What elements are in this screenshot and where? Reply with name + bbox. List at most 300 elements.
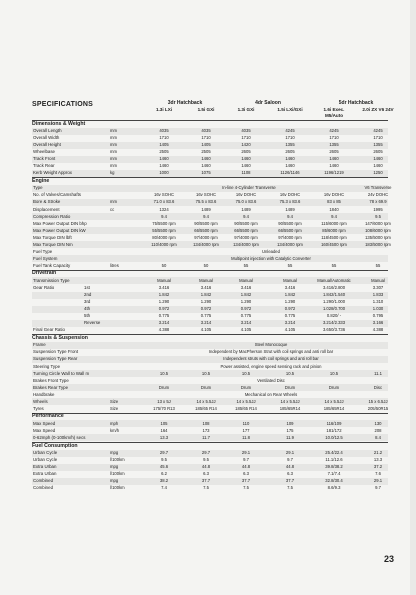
cell-value: 97/4000 rpm xyxy=(234,234,258,240)
row-label: Track Rear xyxy=(33,163,55,169)
spec-row xyxy=(32,457,388,464)
cell-value: 105 xyxy=(160,420,168,426)
cell-value: 11.1/12.6 xyxy=(325,457,343,463)
spec-row xyxy=(32,149,388,156)
cell-value: 2605 xyxy=(285,149,295,155)
spec-row xyxy=(32,384,388,391)
row-label: Overall Width xyxy=(33,135,60,141)
spec-row xyxy=(32,234,391,241)
cell-value: Disc xyxy=(373,384,383,390)
cell-value: 97/4000 rpm xyxy=(278,234,302,240)
cell-value: 1.290 xyxy=(240,299,252,305)
cell-value: 2605 xyxy=(373,149,383,155)
row-unit: mm xyxy=(110,156,117,162)
row-label: Combined xyxy=(33,478,54,484)
cell-value: 0.972 xyxy=(200,306,212,312)
spec-row xyxy=(32,327,388,334)
row-label: Wheels xyxy=(33,398,48,404)
row-label: Max Power Output DIN kW xyxy=(33,227,86,233)
row-label: Urban Cycle xyxy=(33,450,58,455)
spec-row xyxy=(32,185,392,192)
spec-row xyxy=(32,356,388,363)
row-label: Compression Ratio xyxy=(33,213,71,219)
cell-value: 4.105 xyxy=(284,327,296,333)
row-label: Fuel System xyxy=(33,255,58,261)
row-label: Handbrake xyxy=(33,391,55,397)
cell-value: 1710 xyxy=(373,135,383,141)
cell-value: 134/4000 rpm xyxy=(233,241,259,247)
row-label: Frame xyxy=(33,342,46,348)
cell-value: 1405 xyxy=(159,142,169,148)
cell-value: Manual/Automatic xyxy=(317,277,351,283)
cell-value: 1.842/1.540 xyxy=(322,292,346,298)
section-heading: Engine xyxy=(32,177,50,184)
cell-value: 1460 xyxy=(201,163,211,169)
spec-row xyxy=(32,163,388,170)
cell-value: 1710 xyxy=(329,135,339,141)
cell-value: 134/4000 rpm xyxy=(193,241,219,247)
spec-row xyxy=(32,192,388,199)
cell-value: 10.5 xyxy=(201,370,211,376)
cell-value: 1355 xyxy=(285,142,295,148)
spec-row xyxy=(32,292,388,299)
model-header: 1.3i LXi xyxy=(155,107,173,112)
cell-value: 1.290 xyxy=(200,299,212,305)
cell-value: 1460 xyxy=(285,156,295,162)
cell-value: 9.5 xyxy=(203,457,209,463)
cell-value: 1000 xyxy=(159,170,169,176)
spec-row xyxy=(32,306,388,313)
merged-cell: Ventilated Disc xyxy=(257,377,285,383)
cell-value: 39.8/38.2 xyxy=(325,464,343,470)
cell-value: 3.307 xyxy=(372,285,384,290)
cell-value: 160/4500 rpm xyxy=(321,241,347,247)
cell-value: 97/4000 rpm xyxy=(194,234,218,240)
cell-value: 10.5 xyxy=(241,370,251,376)
row-sublabel: Reverse xyxy=(84,320,101,326)
cell-value: 9.4 xyxy=(161,213,167,219)
cell-value: 37.7 xyxy=(241,478,251,484)
cell-value: 11.8 xyxy=(242,434,250,440)
row-label: Overall Height xyxy=(33,142,61,148)
spec-row xyxy=(32,320,388,327)
cell-value: 0.972 xyxy=(158,306,170,312)
cell-value: 25.4/22.4 xyxy=(325,450,343,455)
cell-value: 108 xyxy=(202,420,210,426)
spec-row xyxy=(32,363,388,370)
cell-value: 14 x 5.5JJ xyxy=(280,398,300,404)
cell-value: 4245 xyxy=(329,128,339,133)
section-rule xyxy=(32,120,388,121)
cell-value: 9.7 xyxy=(375,485,381,491)
cell-value: 2505 xyxy=(159,149,169,155)
cell-value: 1.290 xyxy=(158,299,170,305)
spec-row xyxy=(32,241,391,248)
cell-value: 16v DOHC xyxy=(279,192,301,198)
cell-value: 109 xyxy=(286,420,294,426)
cell-value: 3.214 xyxy=(284,320,296,326)
cell-value: 110 xyxy=(242,420,250,426)
row-label: Bore & Stroke xyxy=(33,199,61,205)
cell-value: 1405 xyxy=(201,142,211,148)
cell-value: 185/65 R14 xyxy=(195,405,217,411)
cell-value: 16v DOHC xyxy=(235,192,257,198)
cell-value: 1126/1146 xyxy=(280,170,300,176)
cell-value: 1196/1219 xyxy=(324,170,344,176)
cell-value: 1.310 xyxy=(372,299,384,305)
cell-value: 4.388 xyxy=(158,327,170,333)
cell-value: 1460 xyxy=(241,163,251,169)
row-label: Extra Urban xyxy=(33,471,57,477)
spec-row xyxy=(32,277,388,284)
cell-value: 175 xyxy=(286,427,294,433)
cell-value: 6.3 xyxy=(243,471,249,477)
cell-value: 1460 xyxy=(159,163,169,169)
cell-value: 9.7 xyxy=(243,457,249,463)
cell-value: 9.4 xyxy=(287,213,293,219)
cell-value: 66/5500 rpm xyxy=(278,227,302,233)
cell-value: 1460 xyxy=(201,156,211,162)
cell-value: 11.1 xyxy=(374,370,382,376)
cell-value: 1710 xyxy=(241,135,251,141)
row-sublabel: 4th xyxy=(84,306,91,312)
cell-value: 177 xyxy=(242,427,250,433)
cell-value: 37.7 xyxy=(201,478,211,484)
row-unit: km/h xyxy=(110,427,120,433)
cell-value: 16v DOHC xyxy=(323,192,345,198)
row-label: Fuel Tank Capacity xyxy=(33,262,71,268)
cell-value: Manual xyxy=(239,277,253,283)
spec-row xyxy=(32,313,388,320)
spec-row xyxy=(32,206,388,213)
cell-value: 185/65R14 xyxy=(279,405,301,411)
cell-value: 1355 xyxy=(329,142,339,148)
cell-value: 115/6000 rpm xyxy=(321,220,347,226)
cell-value: 7.4 xyxy=(161,485,167,491)
row-sublabel: 3rd xyxy=(84,299,91,305)
spec-row xyxy=(32,199,388,206)
cell-value: 32.8/30.4 xyxy=(325,478,343,484)
cell-value: V6 Transverse xyxy=(364,185,392,191)
cell-value: 7.5 xyxy=(287,485,293,491)
row-label: Max Speed xyxy=(33,420,56,426)
row-unit: cc xyxy=(110,206,115,212)
cell-value: 205/50R15 xyxy=(367,405,389,411)
row-label: Gear Ratio xyxy=(33,285,55,290)
cell-value: 118/4500 rpm xyxy=(321,234,347,240)
model-header: 1.3i GXi xyxy=(237,107,255,112)
page-number: 23 xyxy=(383,554,394,564)
cell-value: Drum xyxy=(240,384,252,390)
cell-value: Drum xyxy=(284,384,296,390)
cell-value: 24v DOHC xyxy=(367,192,389,198)
merged-cell: Independent by MacPherson Strut with coil springs and anti roll bar xyxy=(208,349,334,355)
spec-row xyxy=(32,471,388,478)
row-unit: Size xyxy=(110,398,119,404)
cell-value: 1460 xyxy=(373,163,383,169)
cell-value: 134/4000 rpm xyxy=(277,241,303,247)
section-heading: Dimensions & Weight xyxy=(32,120,86,127)
cell-value: 71.0 x 83.6 xyxy=(153,199,175,205)
cell-value: 0.972 xyxy=(240,306,252,312)
cell-value: 14 x 5.5JJ xyxy=(196,398,216,404)
merged-cell: Multipoint injection with Catalytic Converter xyxy=(231,255,311,261)
cell-value: 29.7 xyxy=(159,450,169,455)
row-unit: Size xyxy=(110,405,119,411)
cell-value: 44.8 xyxy=(285,464,295,470)
cell-value: 11.7 xyxy=(202,434,210,440)
cell-value: Manual xyxy=(199,277,213,283)
cell-value: 4.105 xyxy=(240,327,252,333)
cell-value: 147/6000 rpm xyxy=(365,220,391,226)
cell-value: 10.0/12.5 xyxy=(325,434,343,440)
cell-value: 38.2 xyxy=(159,478,169,484)
cell-value: 37.7 xyxy=(285,478,295,484)
cell-value: 1420 xyxy=(241,142,251,148)
spec-row xyxy=(32,248,388,255)
cell-value: 4245 xyxy=(373,128,383,133)
cell-value: 55 xyxy=(331,262,337,268)
cell-value: 7.1/7.4 xyxy=(327,471,341,477)
cell-value: 0.775 xyxy=(240,313,252,319)
row-label: Type xyxy=(33,185,43,191)
spec-row xyxy=(32,405,388,412)
section-heading: Fuel Consumption xyxy=(32,442,78,449)
cell-value: 29.1 xyxy=(373,478,383,484)
cell-value: 1355 xyxy=(373,142,383,148)
cell-value: 0.972 xyxy=(284,306,296,312)
cell-value: 135/5000 rpm xyxy=(365,234,391,240)
cell-value: 13 x 5J xyxy=(157,398,171,404)
cell-value: 29.1 xyxy=(285,450,295,455)
cell-value: 4035 xyxy=(201,128,211,133)
row-label: Max Torque DIN Nm xyxy=(33,241,73,247)
cell-value: 2505 xyxy=(201,149,211,155)
cell-value: 0.820/ - xyxy=(326,313,342,319)
spec-row xyxy=(32,398,388,405)
cell-value: 14 x 5.5JJ xyxy=(324,398,344,404)
cell-value: 78 x 69.9 xyxy=(369,199,387,205)
row-label: Combined xyxy=(33,485,54,491)
cell-value: 10.5 xyxy=(159,370,169,376)
row-label: Final Gear Ratio xyxy=(33,327,65,333)
spec-row xyxy=(32,213,388,220)
cell-value: 10.5 xyxy=(285,370,295,376)
cell-value: 7.5 xyxy=(203,485,209,491)
row-label: 0-62mph (0-100km/h) secs xyxy=(33,434,86,440)
cell-value: 16v SOHC xyxy=(195,192,216,198)
row-unit: mm xyxy=(110,199,117,205)
cell-value: Drum xyxy=(158,384,170,390)
cell-value: 4035 xyxy=(241,128,251,133)
row-label: Track Front xyxy=(33,156,56,162)
row-unit: mpg xyxy=(110,478,119,484)
cell-value: 44.8 xyxy=(241,464,251,470)
spec-row xyxy=(32,464,388,471)
section-rule xyxy=(32,442,388,443)
cell-value: 80/4000 rpm xyxy=(152,234,176,240)
cell-value: 3.650/3.736 xyxy=(322,327,346,333)
cell-value: 14 x 5.5JJ xyxy=(236,398,256,404)
row-label: Extra Urban xyxy=(33,464,57,470)
cell-value: 0.775 xyxy=(158,313,170,319)
spec-row xyxy=(32,485,388,492)
cell-value: 0.775 xyxy=(200,313,212,319)
cell-value: 50 xyxy=(203,262,209,268)
cell-value: 44.8 xyxy=(201,464,211,470)
cell-value: 10.5 xyxy=(329,370,339,376)
row-sublabel: 1st xyxy=(84,285,90,290)
cell-value: 1710 xyxy=(201,135,211,141)
section-rule xyxy=(32,270,388,271)
cell-value: 85/6000 rpm xyxy=(322,227,346,233)
spec-row xyxy=(32,370,388,377)
row-label: No. of Valves/Camshafts xyxy=(33,192,81,198)
spec-row xyxy=(32,227,391,234)
cell-value: 90/5500 rpm xyxy=(194,220,218,226)
spec-row xyxy=(32,220,391,227)
cell-value: 6.3 xyxy=(203,471,209,477)
cell-value: 3.416 xyxy=(200,285,212,290)
group-header: 5dr Hatchback xyxy=(338,100,374,106)
spec-row xyxy=(32,135,388,142)
merged-cell: Steel Monocoque xyxy=(254,342,288,348)
cell-value: 55 xyxy=(287,262,293,268)
cell-value: 9.5 xyxy=(375,213,381,219)
cell-value: 1489 xyxy=(241,206,251,212)
cell-value: 8.6/9.3 xyxy=(327,485,341,491)
merged-cell: Power assisted, engine speed sensing rack and pinion xyxy=(220,363,322,369)
row-unit: mpg xyxy=(110,464,119,470)
row-label: Max Speed xyxy=(33,427,56,433)
row-unit: mm xyxy=(110,149,117,155)
cell-value: 1108 xyxy=(241,170,251,176)
row-label: Turning Circle Wall to Wall m xyxy=(33,370,90,376)
cell-value: 1.030 xyxy=(372,306,384,312)
row-unit: l/100km xyxy=(110,485,125,491)
cell-value: 9.7 xyxy=(287,457,293,463)
model-header: 1.6i Exec. M5/Auto xyxy=(323,107,345,118)
row-label: Brakes Front Type xyxy=(33,377,69,383)
spec-row xyxy=(32,342,388,349)
cell-value: 66/5500 rpm xyxy=(194,227,218,233)
cell-value: 9.5 xyxy=(161,457,167,463)
row-label: Displacement xyxy=(33,206,60,212)
cell-value: 15 x 6.5JJ xyxy=(368,398,388,404)
model-header: 1.5i GXi xyxy=(197,107,215,112)
cell-value: 55/5500 rpm xyxy=(152,227,176,233)
merged-cell: Mechanical on Rear Wheels xyxy=(244,391,298,397)
cell-value: 45.6 xyxy=(159,464,169,470)
cell-value: 13.3 xyxy=(373,457,383,463)
cell-value: 3.416/2.800 xyxy=(322,285,346,290)
cell-value: Manual xyxy=(283,277,297,283)
cell-value: 116/109 xyxy=(326,420,342,426)
row-label: Max Torque DIN lbft xyxy=(33,234,72,240)
page-title: SPECIFICATIONS xyxy=(32,101,94,108)
row-label: Wheelbase xyxy=(33,149,55,155)
spec-row xyxy=(32,299,388,306)
spec-row xyxy=(32,427,388,434)
cell-value: 1460 xyxy=(159,156,169,162)
merged-cell: Unleaded xyxy=(262,248,280,254)
cell-value: 1.842 xyxy=(240,292,252,298)
row-unit: mm xyxy=(110,163,117,169)
cell-value: 1489 xyxy=(285,206,295,212)
cell-value: 185/65R14 xyxy=(323,405,345,411)
cell-value: 29.7 xyxy=(201,450,211,455)
cell-value: 1250 xyxy=(373,170,383,176)
cell-value: 8.4 xyxy=(375,434,381,440)
row-label: Transmission Type xyxy=(33,277,70,283)
cell-value: 50 xyxy=(161,262,167,268)
cell-value: 1460 xyxy=(241,156,251,162)
row-label: Max Power Output DIN bhp xyxy=(33,220,87,226)
cell-value: 181/172 xyxy=(326,427,342,433)
spec-row xyxy=(32,478,388,485)
cell-value: 9.4 xyxy=(203,213,209,219)
cell-value: 0.775 xyxy=(284,313,296,319)
cell-value: 1489 xyxy=(201,206,211,212)
row-label: Suspension Type Rear xyxy=(33,356,78,362)
cell-value: 2605 xyxy=(329,149,339,155)
cell-value: 3.214/2.333 xyxy=(322,320,346,326)
cell-value: 3.214 xyxy=(240,320,252,326)
cell-value: 175/70 R13 xyxy=(153,405,175,411)
cell-value: 173 xyxy=(202,427,210,433)
cell-value: 1.842 xyxy=(200,292,212,298)
cell-value: 1710 xyxy=(285,135,295,141)
cell-value: 13.3 xyxy=(159,434,169,440)
cell-value: 1075 xyxy=(201,170,211,176)
cell-value: 208 xyxy=(374,427,382,433)
cell-value: 4245 xyxy=(285,128,295,133)
merged-cell: In-line 4-Cylinder Transverse xyxy=(222,185,276,191)
page-edge xyxy=(410,0,416,595)
cell-value: 130 xyxy=(374,420,382,426)
cell-value: 1710 xyxy=(159,135,169,141)
row-unit: mm xyxy=(110,142,117,148)
spec-row xyxy=(32,434,388,441)
cell-value: 1.028/0.700 xyxy=(322,306,346,312)
spec-row xyxy=(32,450,388,457)
cell-value: 1.833 xyxy=(372,292,384,298)
spec-row xyxy=(32,420,388,427)
row-unit: mpg xyxy=(110,450,119,455)
cell-value: 1460 xyxy=(329,156,339,162)
cell-value: 2605 xyxy=(241,149,251,155)
cell-value: 1995 xyxy=(373,206,383,212)
spec-row xyxy=(32,377,388,384)
cell-value: 4035 xyxy=(159,128,169,133)
cell-value: 1.290 xyxy=(284,299,296,305)
section-rule xyxy=(32,177,388,178)
section-heading: Chassis & Suspension xyxy=(32,334,88,341)
cell-value: 83 x 85 xyxy=(327,199,341,205)
row-sublabel: 2nd xyxy=(84,292,92,298)
cell-value: Manual xyxy=(157,277,171,283)
cell-value: 108/6000 rpm xyxy=(365,227,391,233)
row-unit: litres xyxy=(110,262,119,268)
cell-value: 3.214 xyxy=(158,320,170,326)
cell-value: 75.0 x 83.6 xyxy=(235,199,257,205)
spec-row xyxy=(32,170,388,177)
cell-value: 1.842 xyxy=(158,292,170,298)
spec-row xyxy=(32,349,388,356)
cell-value: 1460 xyxy=(329,163,339,169)
cell-value: 164 xyxy=(160,427,168,433)
cell-value: 7.6 xyxy=(375,471,381,477)
